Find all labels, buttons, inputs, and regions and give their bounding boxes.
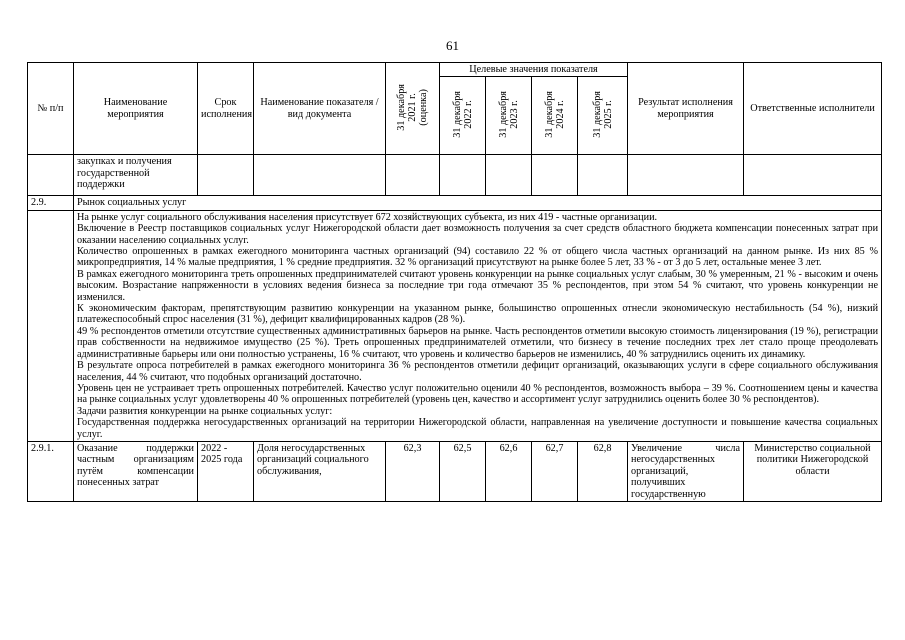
header-targets-group: Целевые значения показателя (440, 63, 628, 77)
section-title: Рынок социальных услуг (74, 196, 882, 210)
header-term: Срок исполнения (198, 63, 254, 155)
row-value-2021: 62,3 (386, 441, 440, 501)
section-paragraph: К экономическим факторам, препятствующим развитию конкуренции на указанном рынке, большинство опрошенных отнесли экономическую нестабильность (54 %), низкий платежеспособный спрос населения (31 %), дефицит квалифицированных кадров (28 %). (77, 303, 879, 326)
section-paragraph: В результате опроса потребителей в рамках ежегодного мониторинга 36 % респондентов отметили дефицит организаций, оказывающих услуги в сфере социального обслуживания населения, 44 % считают, что подобных организаций достаточно. (77, 360, 879, 383)
section-paragraph: Количество опрошенных в рамках ежегодного мониторинга частных организаций (94) составило 22 % от общего числа частных организаций на данном рынке. Из них 85 % микропредприятия, 14 % малые предприятия, 1 % средние предприятия. 32 % организаций присутствуют на рынке более 5 лет, 33 % - от 3 до 5 лет, остальные менее 3 лет. (77, 246, 879, 269)
continuation-name: закупках и получения государственной поддержки (74, 155, 198, 196)
section-number: 2.9. (28, 196, 74, 210)
header-2025: 31 декабря 2025 г. (591, 90, 614, 138)
header-2025-cell (578, 77, 628, 155)
header-2024-cell (532, 77, 578, 155)
row-value-2024: 62,7 (532, 441, 578, 501)
continuation-row (28, 155, 882, 196)
header-2021: 31 декабря 2021 г. (оценка) (396, 83, 429, 131)
header-indicator: Наименование показателя / вид документа (254, 63, 386, 155)
row-value-2023: 62,6 (486, 441, 532, 501)
header-row-1 (28, 63, 882, 77)
section-text-row (28, 210, 882, 441)
section-paragraph: Государственная поддержка негосударственных организаций на территории Нижегородской области, направленная на увеличение доступности и повышение качества социальных услуг. (77, 417, 879, 440)
header-2022: 31 декабря 2022 г. (451, 90, 474, 138)
header-2023-cell (486, 77, 532, 155)
header-2021-cell (386, 63, 440, 155)
row-value-2025: 62,8 (578, 441, 628, 501)
section-paragraph: В рамках ежегодного мониторинга треть опрошенных предпринимателей считают уровень конкуренции на рынке социальных услуг слабым, 30 % умеренным, 21 % - высоким и очень высоким. Возрастание напряженности в условиях ведения бизнеса за последние три года отмечают 35 % респондентов, при этом 54 % считают, что уровень конкуренции не изменился. (77, 268, 879, 303)
header-result: Результат исполнения мероприятия (628, 63, 744, 155)
row-measure-name: Оказание поддержки частным организациям путём компенсации понесенных затрат (74, 441, 198, 501)
row-indicator: Доля негосударственных организаций социального обслуживания, (254, 441, 386, 501)
section-title-row (28, 196, 882, 210)
section-paragraph: Включение в Реестр поставщиков социальных услуг Нижегородской области дает возможность получения за счет средств областного бюджета компенсации понесенных затрат при оказании населению социальных услуг. (77, 223, 879, 246)
row-result: Увеличение числа негосударственных организаций, получивших государственную (628, 441, 744, 501)
row-number: 2.9.1. (28, 441, 74, 501)
header-2024: 31 декабря 2024 г. (543, 90, 566, 138)
section-paragraph: Задачи развития конкуренции на рынке социальных услуг: (77, 405, 333, 417)
measures-table (27, 62, 882, 502)
section-paragraph: На рынке услуг социального обслуживания населения присутствует 672 хозяйствующих субъекта, из них 419 - частные организации. (77, 211, 658, 223)
table-row-2-9-1 (28, 441, 882, 501)
header-no: № п/п (28, 63, 74, 155)
section-paragraph: 49 % респондентов отметили отсутствие существенных административных барьеров на рынке. Часть респондентов отметили высокую стоимость лицензирования (19 %), регистрации прав собственности на недвижимое имущество (25 %). Треть опрошенных предпринимателей отметили, что бизнесу в течение последних трех лет стало проще преодолевать административные барьеры или они полностью устранены, 16 % считают, что уровень и количество барьеров не изменились, 40 % затруднились оценить их динамику. (77, 325, 879, 360)
header-responsible: Ответственные исполнители (744, 63, 882, 155)
row-value-2022: 62,5 (440, 441, 486, 501)
header-2022-cell (440, 77, 486, 155)
row-term: 2022 - 2025 года (198, 441, 254, 501)
header-2023: 31 декабря 2023 г. (497, 90, 520, 138)
section-paragraph: Уровень цен не устраивает треть опрошенных потребителей. Качество услуг положительно оценили 40 % респондентов, возможность выбора – 39 %. Соотношением цены и качества на рынке социальных услуг удовлетворены 40 % опрошенных потребителей (уровень цен, качество и ассортимент услуг затруднились оценить более 30 % респондентов). (77, 382, 879, 406)
section-text (74, 210, 882, 441)
page-number: 61 (446, 38, 459, 53)
row-responsible: Министерство социальной политики Нижегородской области (744, 441, 882, 501)
header-name: Наименование мероприятия (74, 63, 198, 155)
